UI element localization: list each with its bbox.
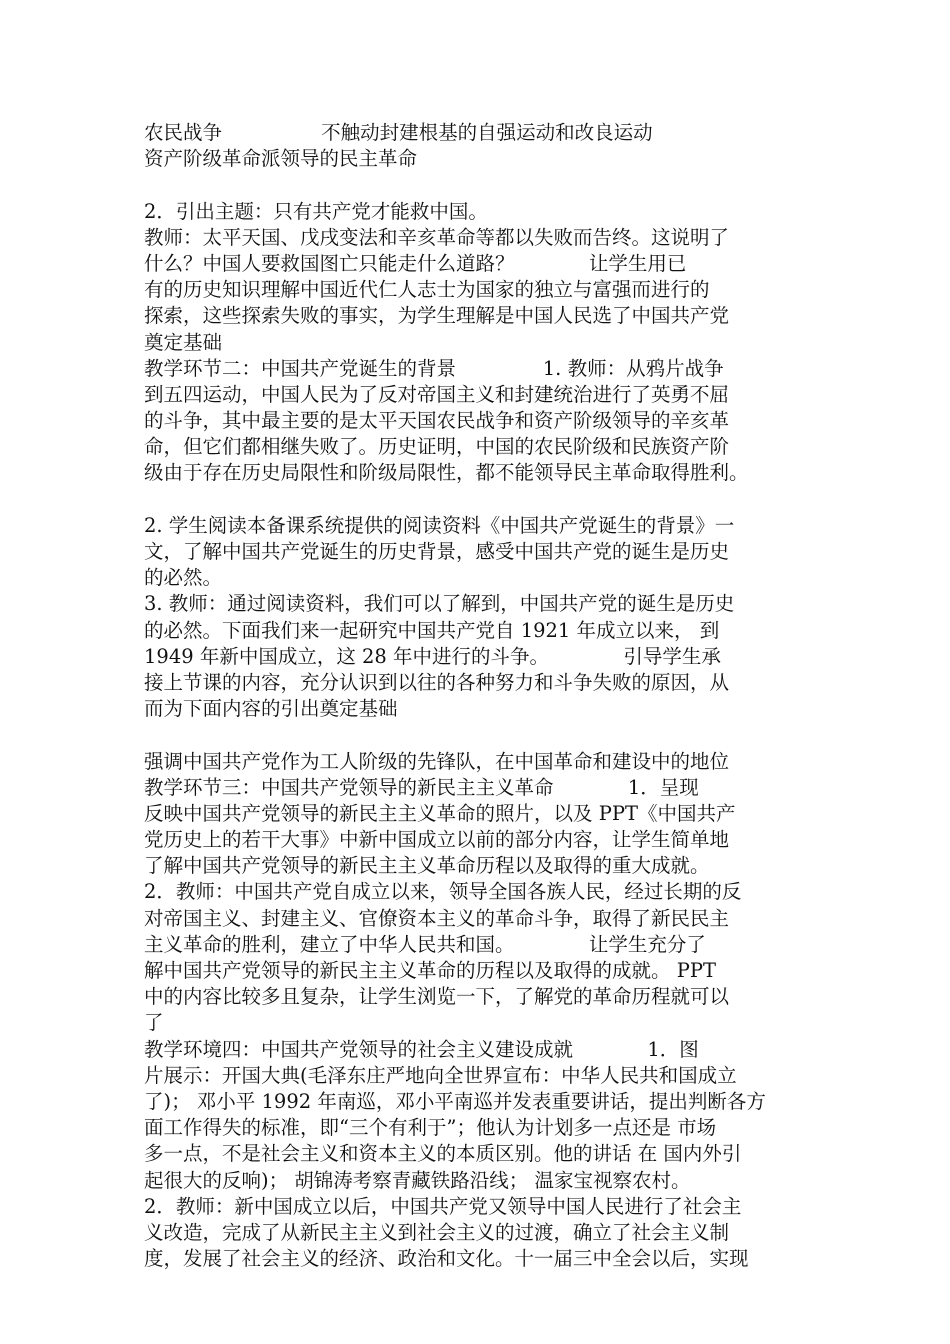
blank-line — [144, 172, 816, 198]
text-line: 强调中国共产党作为工人阶级的先锋队，在中国革命和建设中的地位 — [144, 749, 730, 773]
text-line: 了)； 邓小平 1992 年南巡，邓小平南巡并发表重要讲话，提出判断各方 — [144, 1089, 766, 1113]
text-line: 教师：太平天国、戊戌变法和辛亥革命等都以失败而告终。这说明了 — [144, 225, 730, 249]
text-line: 的斗争，其中最主要的是太平天国农民战争和资产阶级领导的辛亥革 — [144, 409, 730, 433]
text-line: 到五四运动，中国人民为了反对帝国主义和封建统治进行了英勇不屈 — [144, 382, 730, 406]
text-line: 什么？中国人要救国图亡只能走什么道路？ 让学生用已 — [144, 251, 687, 275]
text-line: 教学环境四：中国共产党领导的社会主义建设成就 1．图 — [144, 1037, 699, 1061]
text-line: 探索，这些探索失败的事实，为学生理解是中国人民选了中国共产党 — [144, 304, 730, 328]
text-line: 3. 教师：通过阅读资料，我们可以了解到，中国共产党的诞生是历史 — [144, 592, 735, 616]
text-line: 1949 年新中国成立，这 28 年中进行的斗争。 引导学生承 — [144, 644, 721, 668]
text-line: 奠定基础 — [144, 330, 223, 354]
text-line: 级由于存在历史局限性和阶级局限性，都不能领导民主革命取得胜利。 — [144, 461, 749, 485]
text-line: 了 — [144, 1011, 164, 1035]
document-body — [144, 120, 816, 1272]
text-line: 接上节课的内容，充分认识到以往的各种努力和斗争失败的原因，从 — [144, 670, 730, 694]
text-line: 义改造，完成了从新民主主义到社会主义的过渡，确立了社会主义制 — [144, 1220, 730, 1244]
text-line: 2．引出主题：只有共产党才能救中国。 — [144, 199, 488, 223]
text-line: 反映中国共产党领导的新民主主义革命的照片，以及 PPT《中国共产 — [144, 801, 736, 825]
text-line: 农民战争 不触动封建根基的自强运动和改良运动 — [144, 121, 653, 144]
blank-line — [144, 722, 816, 748]
text-line: 解中国共产党领导的新民主主义革命的历程以及取得的成就。 PPT — [144, 959, 716, 982]
text-line: 面工作得失的标准，即“三个有利于”；他认为计划多一点还是 市场 — [144, 1116, 717, 1140]
blank-line — [144, 487, 816, 513]
text-line: 对帝国主义、封建主义、官僚资本主义的革命斗争，取得了新民民主 — [144, 906, 730, 930]
text-line: 资产阶级革命派领导的民主革命 — [144, 147, 418, 171]
text-line: 的必然。 — [144, 566, 223, 590]
text-line: 2．教师：新中国成立以后，中国共产党又领导中国人民进行了社会主 — [144, 1194, 742, 1218]
text-line: 的必然。下面我们来一起研究中国共产党自 1921 年成立以来， 到 — [144, 618, 720, 642]
text-line: 有的历史知识理解中国近代仁人志士为国家的独立与富强而进行的 — [144, 278, 710, 302]
text-line: 2. 学生阅读本备课系统提供的阅读资料《中国共产党诞生的背景》一 — [144, 513, 735, 537]
text-line: 片展示：开国大典(毛泽东庄严地向全世界宣布：中华人民共和国成立 — [144, 1063, 737, 1087]
text-line: 多一点，不是社会主义和资本主义的本质区别。他的讲话 在 国内外引 — [144, 1142, 742, 1166]
text-line: 教学环节三：中国共产党领导的新民主主义革命 1．呈现 — [144, 775, 699, 799]
text-line: 文，了解中国共产党诞生的历史背景，感受中国共产党的诞生是历史 — [144, 540, 730, 563]
text-line: 中的内容比较多且复杂，让学生浏览一下，了解党的革命历程就可以 — [144, 985, 730, 1009]
text-line: 教学环节二：中国共产党诞生的背景 1. 教师：从鸦片战争 — [144, 356, 724, 380]
text-line: 命，但它们都相继失败了。历史证明，中国的农民阶级和民族资产阶 — [144, 435, 730, 459]
text-line: 而为下面内容的引出奠定基础 — [144, 697, 398, 721]
text-line: 起很大的反响)； 胡锦涛考察青藏铁路沿线； 温家宝视察农村。 — [144, 1168, 691, 1192]
text-line: 主义革命的胜利，建立了中华人民共和国。 让学生充分了 — [144, 932, 706, 956]
text-line: 2．教师：中国共产党自成立以来，领导全国各族人民，经过长期的反 — [144, 880, 742, 904]
text-line: 了解中国共产党领导的新民主主义革命历程以及取得的重大成就。 — [144, 854, 710, 878]
text-line: 度，发展了社会主义的经济、政治和文化。十一届三中全会以后，实现 — [144, 1247, 749, 1271]
text-line: 党历史上的若干大事》中新中国成立以前的部分内容，让学生简单地 — [144, 828, 730, 852]
